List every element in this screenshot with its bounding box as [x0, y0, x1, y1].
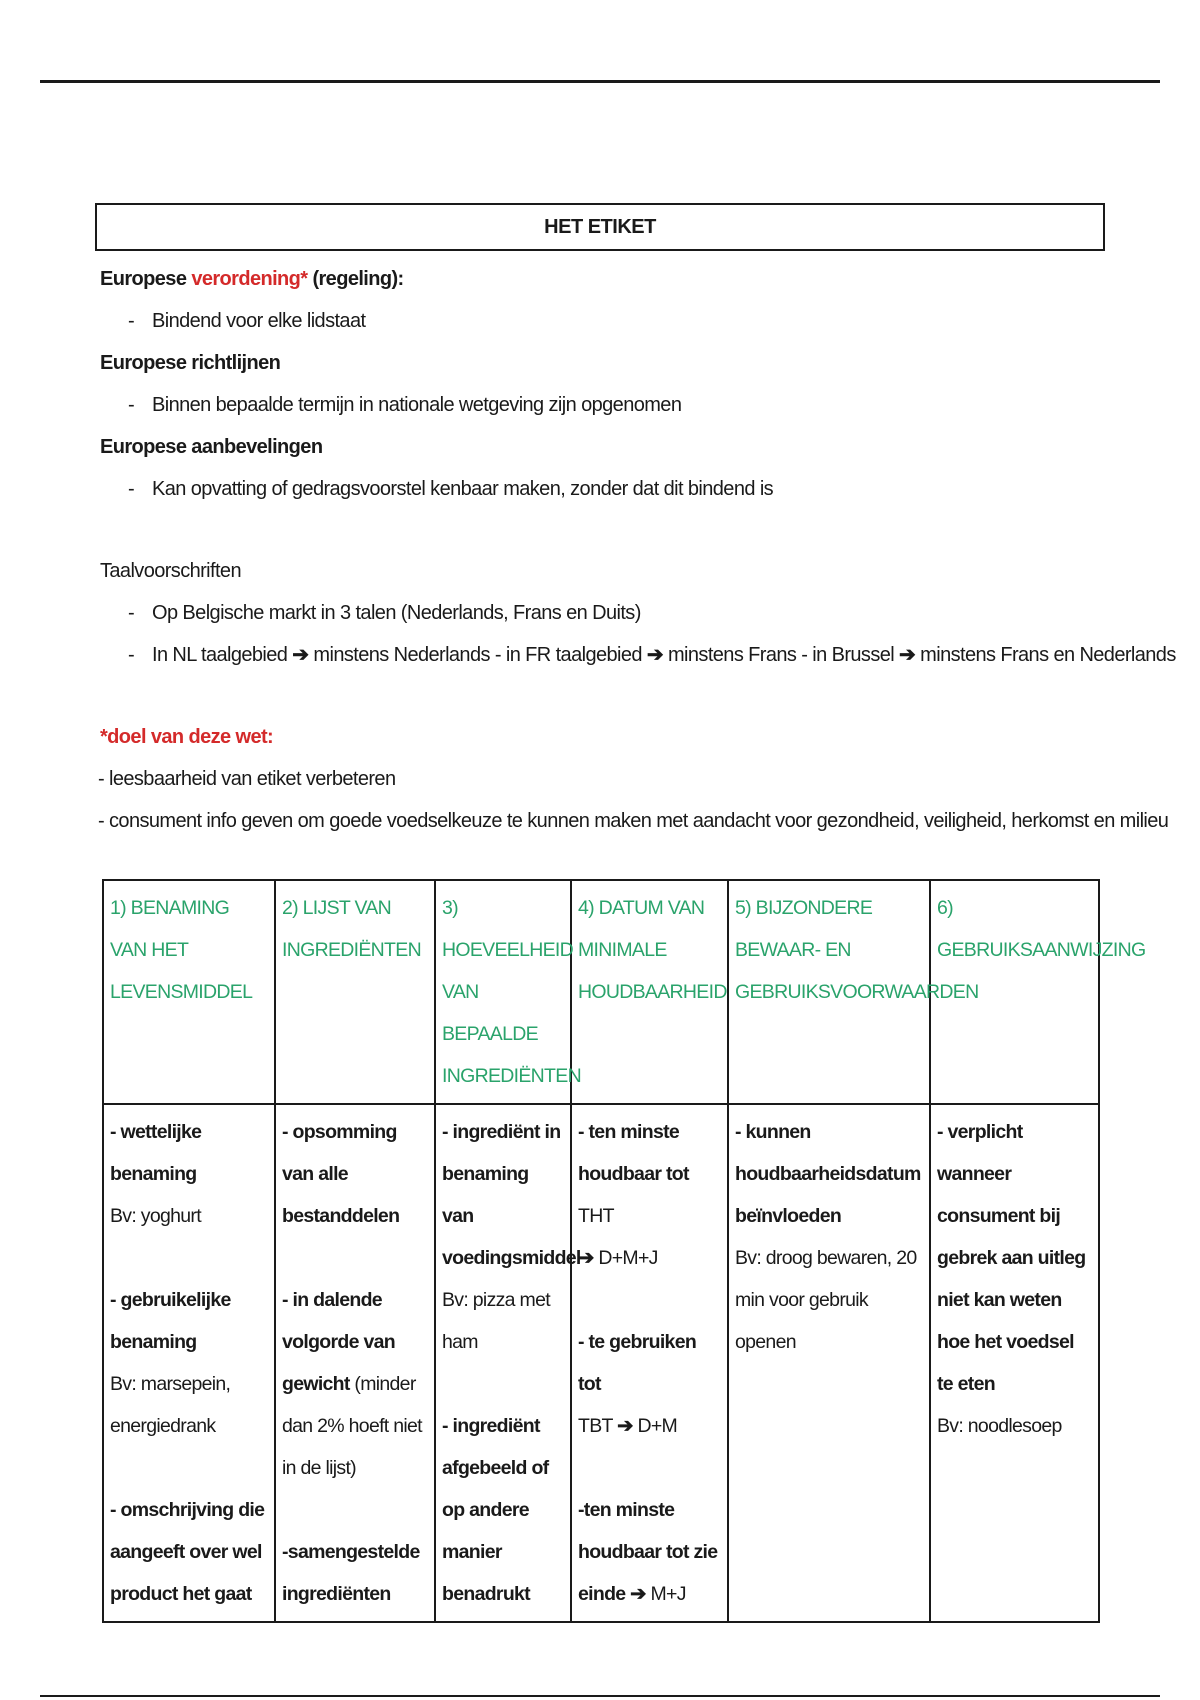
bullet-dash: -: [128, 478, 135, 500]
arrow-icon: ➔: [292, 644, 309, 666]
table-cell-hoeveelheid: [435, 1104, 581, 1622]
cell-text: - kunnen houdbaarheidsdatum beïnvloeden: [735, 1121, 921, 1227]
cell-example: Bv: marsepein, energiedrank: [110, 1373, 231, 1437]
bullet-text: Op Belgische markt in 3 talen (Nederlands, Frans en Duits): [152, 602, 641, 624]
verordening-heading: [100, 258, 1100, 300]
table-cell-datum: - ten minste houdbaar tot THT ➔ D+M+J - te gebruiken tot TBT ➔ D+M -ten minste houdbaar tot zie einde ➔ M+J: [571, 1104, 728, 1622]
cell-text: -samengestelde ingrediënten: [282, 1541, 420, 1605]
document-body: [98, 258, 1176, 842]
list-item: [100, 384, 1100, 426]
verordening-prefix: Europese: [100, 268, 192, 290]
cell-text: -ten minste houdbaar tot zie einde: [578, 1499, 718, 1605]
arrow-icon: ➔: [617, 1415, 633, 1437]
table-cell-benaming: [103, 1104, 275, 1622]
list-item: [100, 634, 1176, 676]
table-header-cell: 2) LIJST VAN INGREDIËNTEN: [275, 880, 435, 1104]
cell-text: - te gebruiken tot: [578, 1331, 697, 1395]
table-cell-gebruiksaanwijzing: [930, 1104, 1099, 1622]
cell-note: (minder dan 2% hoeft niet in de lijst): [282, 1373, 422, 1479]
bullet-text: In NL taalgebied ➔ minstens Nederlands - in FR taalgebied ➔ minstens Frans - in Brussel ➔ minstens Frans en Nederlands: [152, 644, 1176, 666]
table-header-cell: 3) HOEVEELHEID VAN BEPAALDE INGREDIËNTEN: [435, 880, 571, 1104]
page-title: HET ETIKET: [95, 203, 1105, 251]
cell-text: - ingrediënt afgebeeld of op andere manier benadrukt: [442, 1415, 549, 1605]
verordening-suffix: (regeling):: [307, 268, 404, 290]
list-item: [100, 592, 1100, 634]
list-item: [100, 300, 1100, 342]
richtlijnen-heading: Europese richtlijnen: [100, 352, 281, 374]
cell-example: Bv: droog bewaren, 20 min voor gebruik openen: [735, 1247, 917, 1353]
table-cell-bewaar: [728, 1104, 930, 1622]
cell-text: - in dalende volgorde van gewicht: [282, 1289, 395, 1395]
list-item: [100, 468, 1100, 510]
bullet-dash: -: [128, 394, 135, 416]
table-header-cell: 4) DATUM VAN MINIMALE HOUDBAARHEID: [571, 880, 728, 1104]
top-rule: [40, 80, 1160, 83]
bullet-dash: -: [128, 602, 135, 624]
table-header-row: [103, 880, 1099, 1104]
bullet-text: Kan opvatting of gedragsvoorstel kenbaar maken, zonder dat dit bindend is: [152, 478, 774, 500]
taal-heading: Taalvoorschriften: [100, 560, 241, 582]
cell-text: - verplicht wanneer consument bij gebrek aan uitleg niet kan weten hoe het voedsel te eten: [937, 1121, 1086, 1395]
cell-text: - omschrijving die aangeeft over wel product het gaat: [110, 1499, 265, 1605]
cell-example: Bv: pizza met ham: [442, 1289, 550, 1353]
doel-line: - consument info geven om goede voedselkeuze te kunnen maken met aandacht voor gezondheid, veiligheid, herkomst en milieu: [98, 810, 1169, 832]
table-row: [103, 1104, 1099, 1622]
cell-example: Bv: noodlesoep: [937, 1415, 1062, 1437]
aanbevelingen-heading: Europese aanbevelingen: [100, 436, 323, 458]
table-cell-ingredienten: [275, 1104, 435, 1622]
table-header-cell: 6) GEBRUIKSAANWIJZING: [930, 880, 1099, 1104]
cell-text: - ingrediënt in benaming van voedingsmiddel: [442, 1121, 581, 1269]
cell-text: - ten minste houdbaar tot: [578, 1121, 689, 1185]
bullet-dash: -: [128, 644, 135, 666]
cell-text: - wettelijke benaming: [110, 1121, 202, 1185]
arrow-icon: ➔: [899, 644, 916, 666]
label-elements-table: [102, 879, 1146, 1623]
arrow-icon: ➔: [630, 1583, 646, 1605]
cell-text: - gebruikelijke benaming: [110, 1289, 231, 1353]
cell-example: Bv: yoghurt: [110, 1205, 201, 1227]
doel-heading: *doel van deze wet:: [100, 726, 274, 748]
doel-line: - leesbaarheid van etiket verbeteren: [98, 768, 396, 790]
table-header-cell: 1) BENAMING VAN HET LEVENSMIDDEL: [103, 880, 275, 1104]
cell-text: - opsomming van alle bestanddelen: [282, 1121, 400, 1227]
bottom-rule: [40, 1695, 1160, 1697]
verordening-highlight: verordening*: [191, 268, 308, 290]
table-header-cell: 5) BIJZONDERE BEWAAR- EN GEBRUIKSVOORWAARDEN: [728, 880, 930, 1104]
bullet-dash: -: [128, 310, 135, 332]
bullet-text: Bindend voor elke lidstaat: [152, 310, 366, 332]
arrow-icon: ➔: [646, 644, 664, 666]
arrow-icon: ➔: [578, 1247, 594, 1269]
bullet-text: Binnen bepaalde termijn in nationale wetgeving zijn opgenomen: [152, 394, 682, 416]
